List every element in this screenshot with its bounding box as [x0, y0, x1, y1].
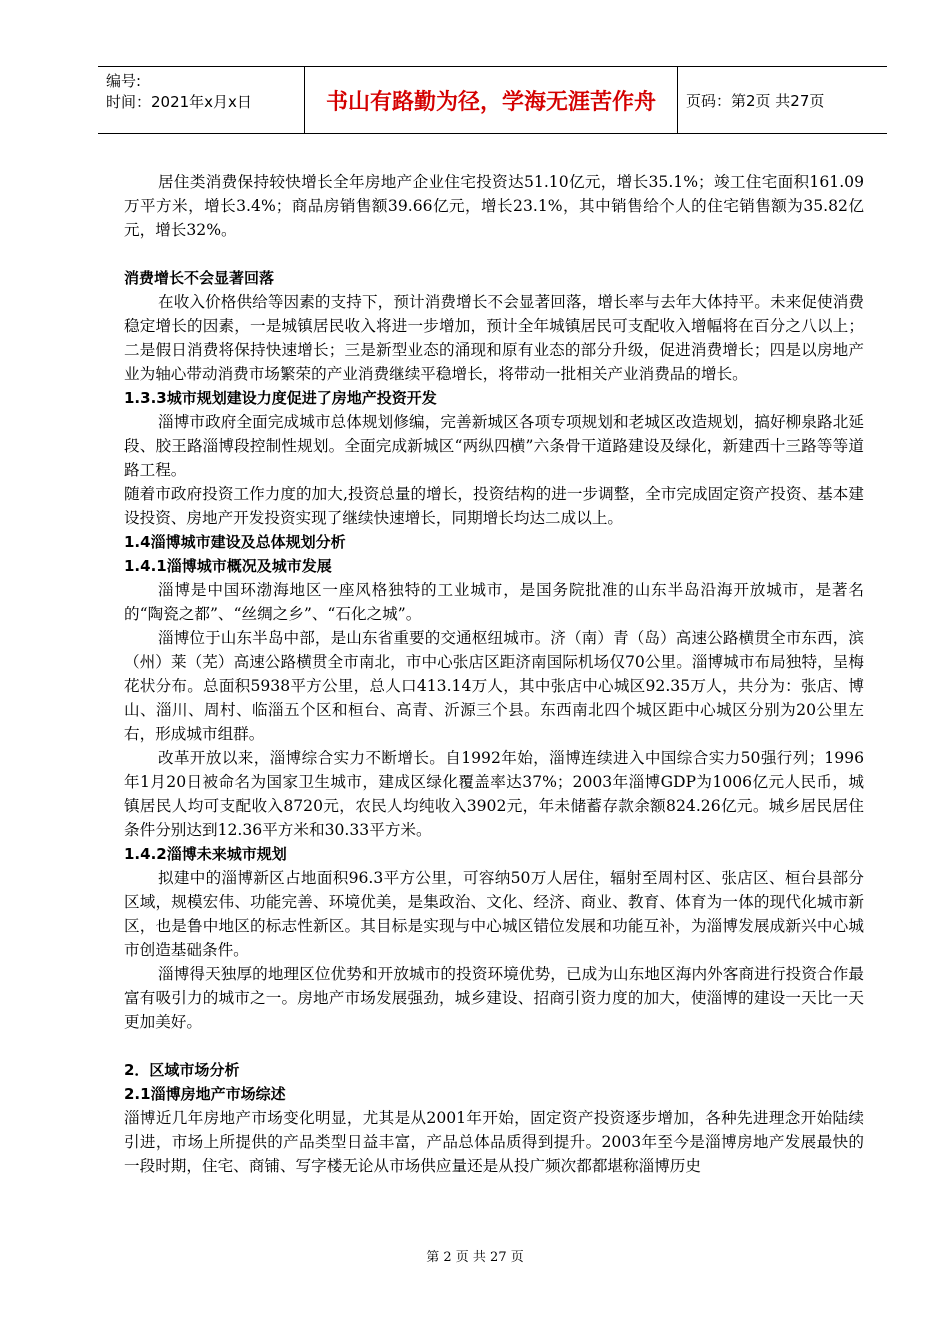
document-body — [124, 170, 864, 1178]
paragraph: 居住类消费保持较快增长全年房地产企业住宅投资达51.10亿元，增长35.1%；竣工住宅面积161.09万平方米，增长3.4%；商品房销售额39.66亿元，增长23.1%，其中销售给个人的住宅销售额为35.82亿元，增长32%。 — [124, 173, 864, 239]
header-meta-cell — [98, 67, 305, 134]
paragraph: 淄博是中国环渤海地区一座风格独特的工业城市，是国务院批准的山东半岛沿海开放城市，是著名的“陶瓷之都”、“丝绸之乡”、“石化之城”。 — [124, 581, 864, 623]
page-footer: 第 2 页 共 27 页 — [426, 1250, 524, 1265]
section-heading: 1.4.2淄博未来城市规划 — [124, 845, 287, 863]
document-number-label: 编号: — [106, 72, 142, 90]
document-time-label: 时间：2021年x月x日 — [106, 93, 252, 111]
document-header — [98, 66, 887, 134]
section-heading: 1.3.3城市规划建设力度促进了房地产投资开发 — [124, 389, 437, 407]
header-page-label: 页码：第2页 共27页 — [678, 67, 888, 134]
paragraph: 淄博市政府全面完成城市总体规划修编，完善新城区各项专项规划和老城区改造规划，搞好柳泉路北延段、胶王路淄博段控制性规划。全面完成新城区“两纵四横”六条骨干道路建设及绿化，新建西十三路等等道路工程。 — [124, 413, 864, 479]
paragraph: 淄博得天独厚的地理区位优势和开放城市的投资环境优势，已成为山东地区海内外客商进行投资合作最富有吸引力的城市之一。房地产市场发展强劲，城乡建设、招商引资力度的加大，使淄博的建设一天比一天更加美好。 — [124, 965, 864, 1031]
paragraph: 在收入价格供给等因素的支持下，预计消费增长不会显著回落，增长率与去年大体持平。未来促使消费稳定增长的因素，一是城镇居民收入将进一步增加，预计全年城镇居民可支配收入增幅将在百分之八以上；二是假日消费将保持快速增长；三是新型业态的涌现和原有业态的部分升级，促进消费增长；四是以房地产业为轴心带动消费市场繁荣的产业消费继续平稳增长，将带动一批相关产业消费品的增长。 — [124, 293, 864, 383]
paragraph: 拟建中的淄博新区占地面积96.3平方公里，可容纳50万人居住，辐射至周村区、张店区、桓台县部分区域，规模宏伟、功能完善、环境优美，是集政治、文化、经济、商业、教育、体育为一体的现代化城市新区，也是鲁中地区的标志性新区。其目标是实现与中心城区错位发展和功能互补，为淄博发展成新兴中心城市创造基础条件。 — [124, 869, 864, 959]
section-heading: 1.4淄博城市建设及总体规划分析 — [124, 533, 346, 551]
paragraph: 淄博位于山东半岛中部，是山东省重要的交通枢纽城市。济（南）青（岛）高速公路横贯全市东西，滨（州）莱（芜）高速公路横贯全市南北，市中心张店区距济南国际机场仅70公里。淄博城市布局独特，呈梅花状分布。总面积5938平方公里，总人口413.14万人，其中张店中心城区92.35万人，共分为：张店、博山、淄川、周村、临淄五个区和桓台、高青、沂源三个县。东西南北四个城区距中心城区分别为20公里左右，形成城市组群。 — [124, 629, 864, 743]
paragraph: 淄博近几年房地产市场变化明显，尤其是从2001年开始，固定资产投资逐步增加，各种先进理念开始陆续引进，市场上所提供的产品类型日益丰富，产品总体品质得到提升。2003年至今是淄博房地产发展最快的一段时期，住宅、商铺、写字楼无论从市场供应量还是从投广频次都都堪称淄博历史 — [124, 1109, 864, 1175]
paragraph: 随着市政府投资工作力度的加大,投资总量的增长，投资结构的进一步调整，全市完成固定资产投资、基本建设投资、房地产开发投资实现了继续快速增长，同期增长均达二成以上。 — [124, 485, 864, 527]
section-heading: 2．区域市场分析 — [124, 1061, 240, 1079]
section-heading: 消费增长不会显著回落 — [124, 269, 275, 287]
section-heading: 1.4.1淄博城市概况及城市发展 — [124, 557, 332, 575]
paragraph: 改革开放以来，淄博综合实力不断增长。自1992年始，淄博连续进入中国综合实力50强行列；1996年1月20日被命名为国家卫生城市，建成区绿化覆盖率达37%；2003年淄博GDP为1006亿元人民币，城镇居民人均可支配收入8720元，农民人均纯收入3902元，年未储蓄存款余额824.26亿元。城乡居民居住条件分别达到12.36平方米和30.33平方米。 — [124, 749, 864, 839]
section-heading: 2.1淄博房地产市场综述 — [124, 1085, 286, 1103]
header-motto: 书山有路勤为径，学海无涯苦作舟 — [305, 67, 678, 134]
